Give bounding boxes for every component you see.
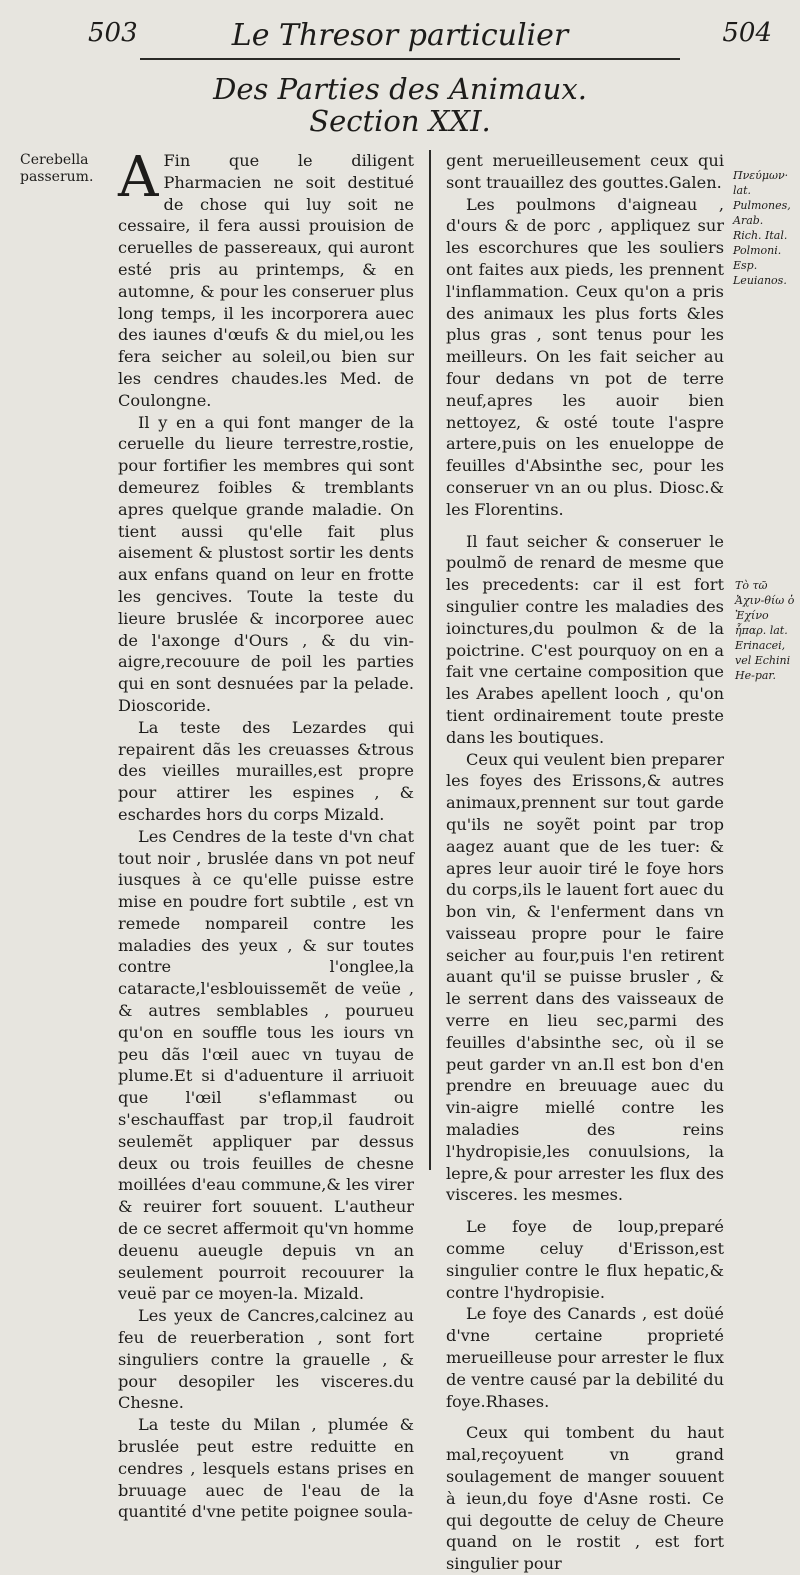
paragraph-6: La teste du Milan , plumée & bruslée peut estre reduitte en cendres , lesquels estans prises en bruuage auec de l'eau de la quantité d'vne petite poignee soula- (118, 1415, 414, 1522)
paragraph-haut-mal: Ceux qui tombent du haut mal,reçoyuent vn grand soulagement de manger souuent à ieun,du foye d'Asne rosti. Ce qui degoutte de celuy de Cheure quand on le rostit , est fort singulier pour (446, 1423, 724, 1574)
page-number-right: 504 (722, 18, 772, 48)
drop-capital: A (118, 145, 159, 210)
running-title: Le Thresor particulier (231, 18, 569, 53)
paragraph-3: La teste des Lezardes qui repairent dãs les creuasses &trous des vieilles murailles,est propre pour attirer les espines , & eschardes hors du corps Mizald. (118, 717, 414, 824)
paragraph-4: Les Cendres de la teste d'vn chat tout noir , bruslée dans vn pot neuf iusques à ce qu'elle puisse estre mise en poudre fort subtile , est vn remede nompareil contre les maladies des yeux , & sur toutes contre l'onglee,la cataracte,l'esblouissemẽt de veüe , & autres semblables , pourueu qu'on en souffle tous les iours vn peu dãs l'œil auec vn tuyau de plume.Et si d'aduenture il arriuoit que l'œil s'eflammast ou s'eschauffast par trop,il faudroit seulemẽt appliquer par dessus deux ou trois feuilles de chesne moillées d'eau commune,& les virer & reuirer fort souuent. L'autheur de ce secret affermoit qu'vn homme deuenu aueugle depuis vn an seulement pourroit recouurer la veuë par ce moyen-la. Mizald. (118, 826, 414, 1304)
paragraph-text: Fin que le diligent Pharmacien ne soit destitué de chose qui luy soit ne cessaire, il fera aussi prouision de ceruelles de passereaux, qui auront esté pris au printemps, & en automne, & pour les conseruer plus long temps, il les incorporera auec des iaunes d'œufs & du miel,ou les fera seicher au soleil,ou bien sur les cendres chaudes.les Med. de Coulongne. (118, 151, 414, 410)
header-rule (140, 58, 680, 60)
paragraph-erissons: Ceux qui veulent bien preparer les foyes des Erissons,& autres animaux,prennent sur tout garde qu'ils ne soyẽt point par trop aagez auant que de les tuer: & apres leur auoir tiré le foye hors du corps,ils le lauent fort auec du bon vin, & l'enferment dans vn vaisseau propre pour le faire seicher au four,puis l'en retirent auant qu'il se puisse brusler , & le serrent dans des vaisseaux de verre en lieu sec,parmi des feuilles d'absinthe sec, où il se peut garder vn an.Il est bon d'en prendre en breuuage auec du vin-aigre miellé contre les maladies des reins l'hydropisie,les conuulsions, la lepre,& pour arrester les flux des visceres. les mesmes. (446, 749, 724, 1205)
paragraph-renard: Il faut seicher & conseruer le poulmõ de renard de mesme que les precedents: car il est fort singulier contre les maladies des ioinctures,du poulmon & de la poictrine. C'est pourquoy on en a fait vne certaine composition que les Arabes apellent looch , qu'on tient ordinairement toute preste dans les boutiques. (446, 531, 724, 747)
paragraph-5: Les yeux de Cancres,calcinez au feu de reuerberation , sont fort singuliers contre la grauelle , & pour desopiler les visceres.du Chesne. (118, 1306, 414, 1413)
page-number-left: 503 (88, 18, 138, 48)
paragraph-continued: gent merueilleusement ceux qui sont trauaillez des gouttes.Galen. (446, 151, 724, 192)
section-number: Section XXI. (309, 104, 491, 138)
paragraph-poulmons: Les poulmons d'aigneau , d'ours & de porc , appliquez sur les escorchures que les souliers ont faites aux pieds, les prennent l'inflammation. Ceux qu'on a pris des animaux les plus forts &les plus gras , sont tenus pour les meilleurs. On les fait seicher au four dedans vn pot de terre neuf,apres les auoir bien nettoyez, & osté toute l'aspre artere,puis on les enueloppe de feuilles d'Absinthe sec, pour les conseruer vn an ou plus. Diosc.& les Florentins. (446, 194, 724, 519)
right-column (446, 150, 724, 1575)
paragraph-canards: Le foye des Canards , est doüé d'vne certaine proprieté merueilleuse pour arrester le flux de ventre causé par la debilité du foye.Rhases. (446, 1304, 724, 1411)
paragraph-loup: Le foye de loup,preparé comme celuy d'Erisson,est singulier contre le flux hepatic,& contre l'hydropisie. (446, 1217, 724, 1302)
column-divider (429, 150, 431, 1170)
margin-note-left: Cerebella passerum. (20, 152, 94, 185)
paragraph-1 (118, 145, 414, 412)
section-title: Des Parties des Animaux. (213, 72, 587, 106)
margin-note-right-1: Πνεύμων· lat. Pulmones, Arab. Rich. Ital. Polmoni. Esp. Leuianos. (733, 169, 791, 287)
left-column (118, 145, 414, 1523)
margin-note-right-2: Τὸ τῶ Ἀχιν-θίω ὁ Ἐχίνο ἧπαρ. lat. Erinacei, vel Echini He-par. (735, 579, 795, 682)
paragraph-2: Il y en a qui font manger de la ceruelle du lieure terrestre,rostie, pour fortifier les membres qui sont demeurez foibles & tremblants apres quelque grande maladie. On tient aussi qu'elle fait plus aisement & plustost sortir les dents aux enfans quand on leur en frotte les gencives. Toute la teste du lieure bruslée & incorporee auec de l'axonge d'Ours , & du vin-aigre,recouure de poil les parties qui en sont desnuées par la pelade. Dioscoride. (118, 412, 414, 715)
